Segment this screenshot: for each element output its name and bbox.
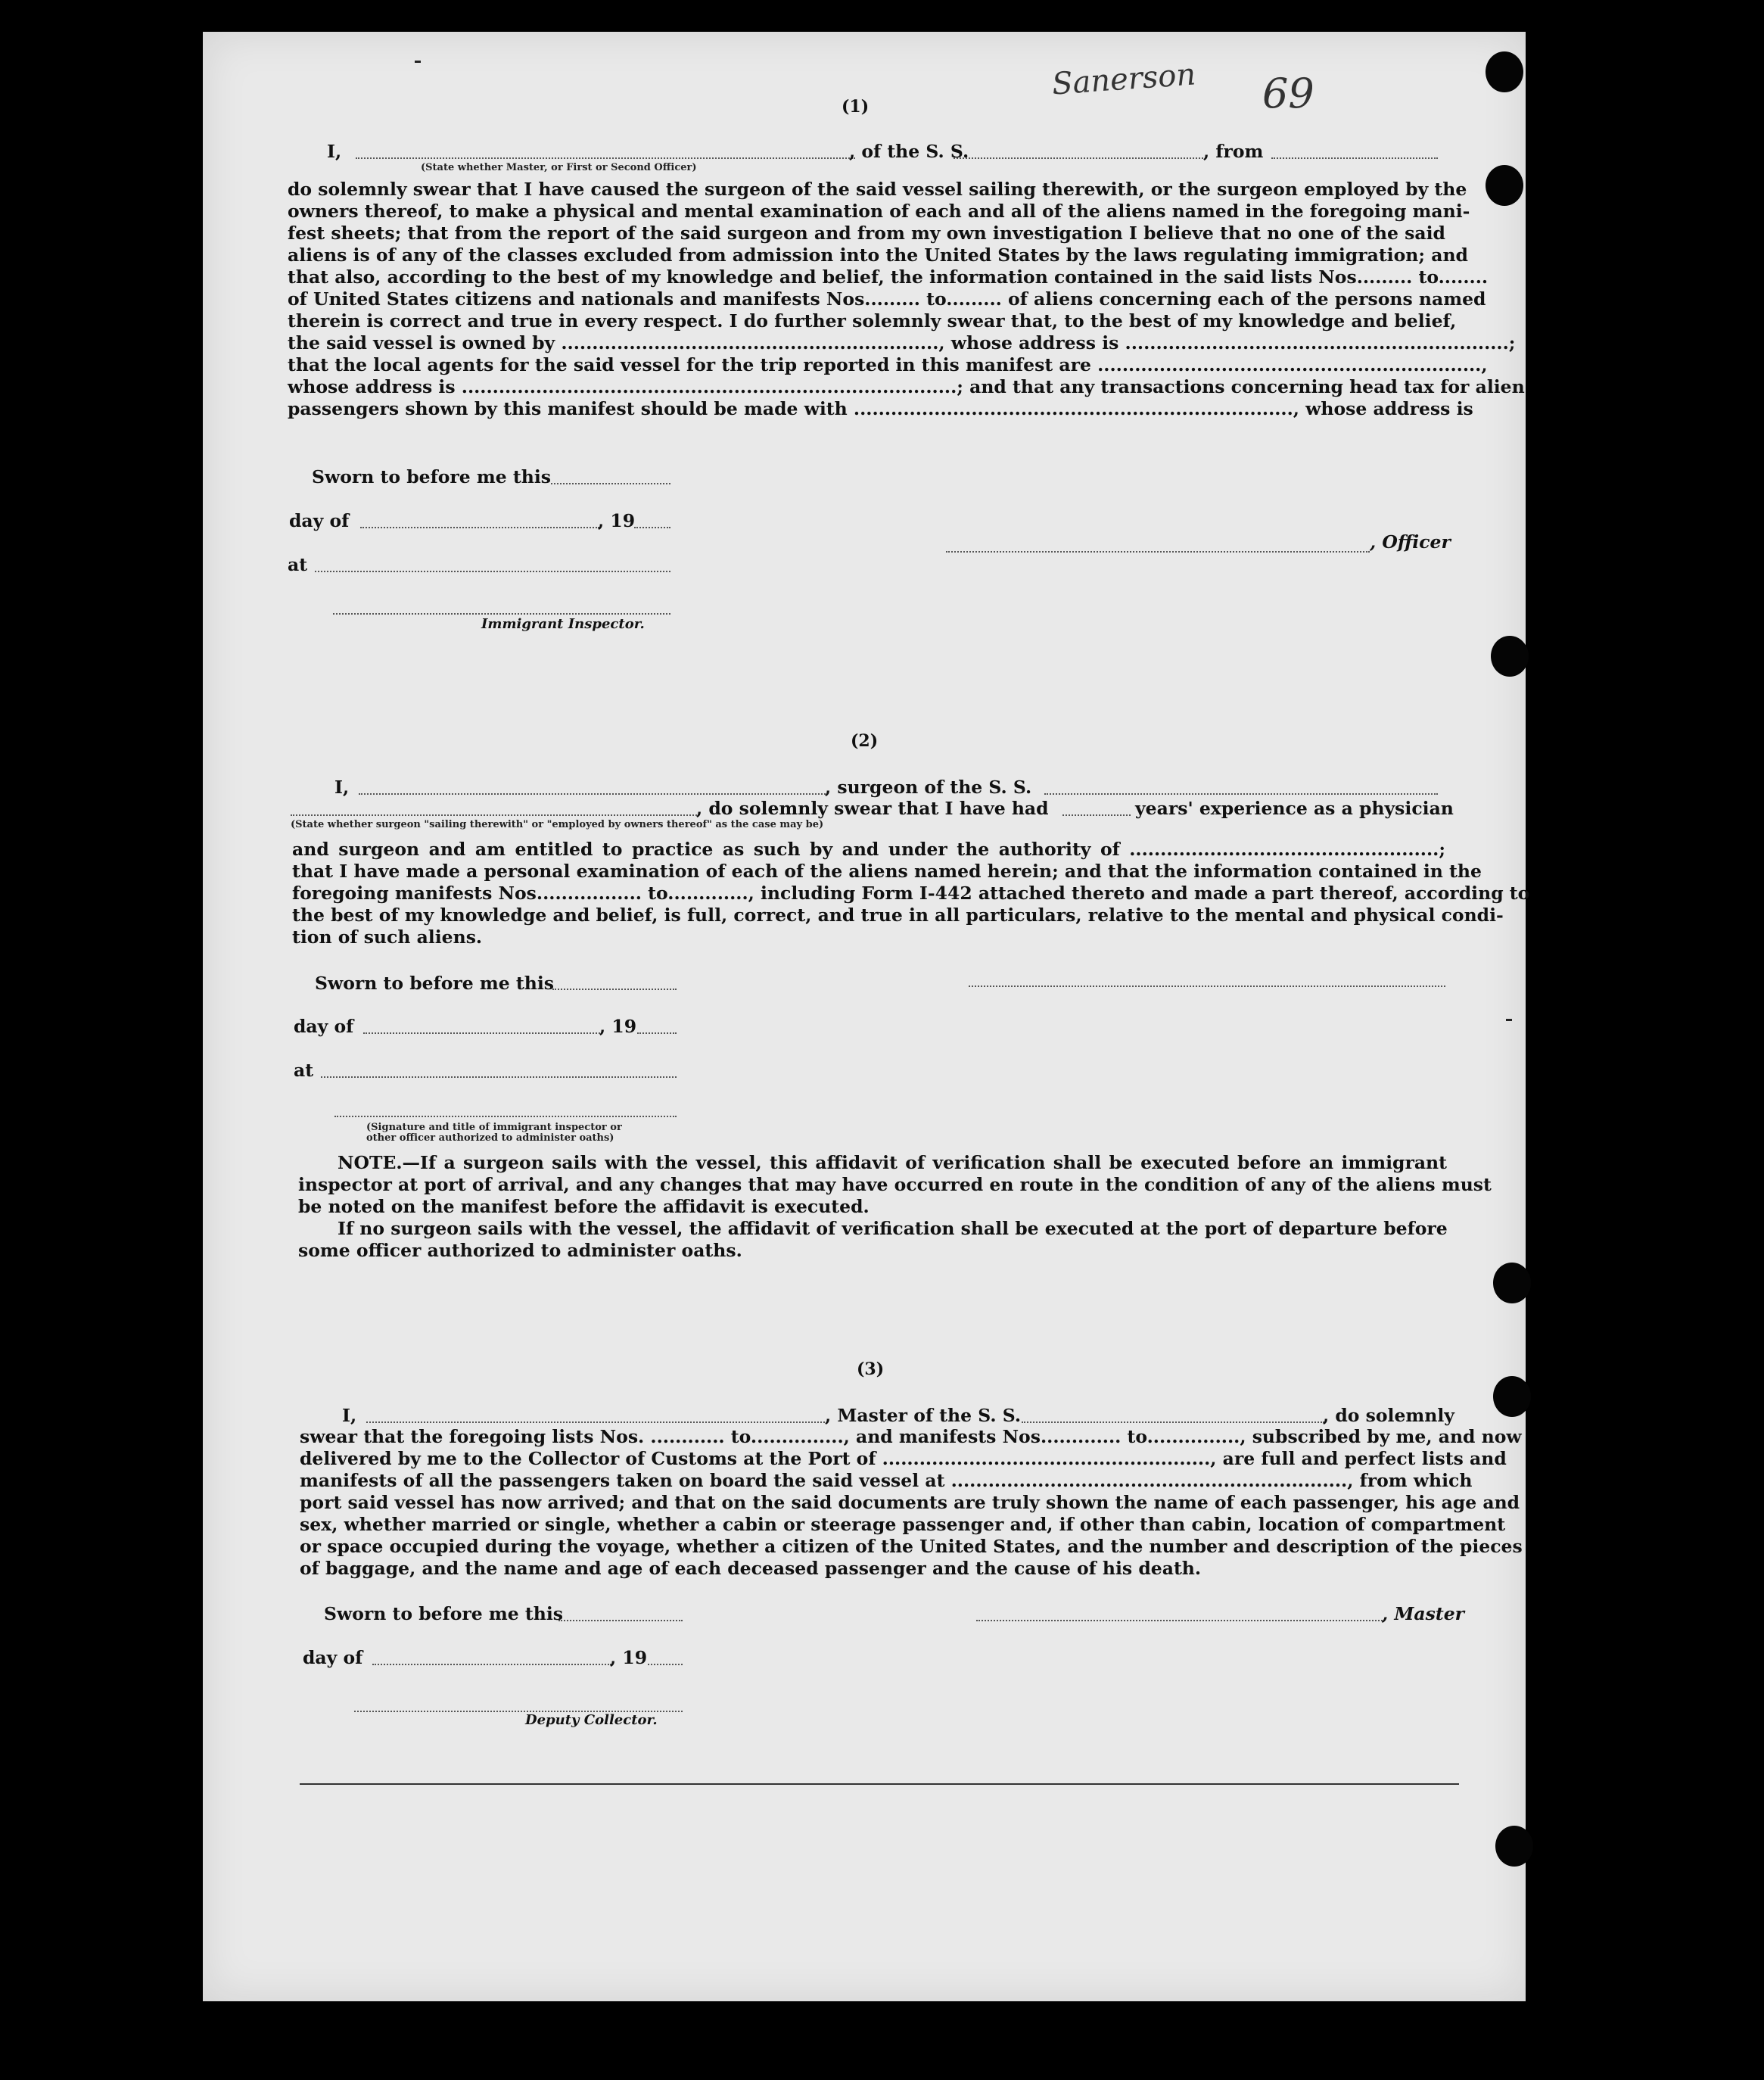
s2-surgeon-of: , surgeon of the S. S. — [825, 777, 1032, 798]
s3-ship-blank — [1022, 1421, 1324, 1423]
s2-at-blank — [321, 1076, 677, 1078]
s2-i: I, — [334, 777, 350, 798]
s3-sworn-blank — [558, 1620, 683, 1621]
punch-hole — [1486, 51, 1523, 92]
s1-inspector-blank — [333, 613, 670, 615]
s2-year: , 19 — [599, 1016, 637, 1037]
section-2-number: (2) — [851, 731, 879, 751]
s3-i: I, — [342, 1405, 357, 1426]
s3-deputy: Deputy Collector. — [525, 1712, 658, 1728]
s1-inspector: Immigrant Inspector. — [481, 616, 645, 632]
s1-ship-blank — [954, 157, 1203, 159]
margin-note: Sanerson — [1050, 57, 1197, 102]
bottom-rule — [300, 1783, 1459, 1785]
s1-at: at — [288, 554, 308, 575]
s3-sworn: Sworn to before me this — [324, 1603, 564, 1624]
s2-status-blank — [291, 814, 699, 816]
s1-officer: , Officer — [1370, 531, 1451, 553]
s2-sig-blank — [969, 986, 1445, 987]
s1-sworn-blank — [551, 483, 670, 484]
s2-day-blank — [363, 1032, 602, 1034]
punch-hole — [1493, 1263, 1531, 1303]
s1-sworn: Sworn to before me this — [312, 466, 552, 487]
s1-rank-blank — [356, 157, 855, 159]
page-number: 69 — [1262, 70, 1314, 117]
stray-mark — [1506, 1019, 1512, 1021]
s3-day-blank — [372, 1664, 611, 1665]
section-1-number: (1) — [842, 97, 870, 117]
s2-name-blank — [359, 793, 828, 795]
s2-sworn-blank — [552, 989, 677, 990]
punch-hole — [1493, 1376, 1531, 1417]
s2-year-blank — [637, 1032, 677, 1034]
s3-body: swear that the foregoing lists Nos. ............ to..............., and manifests Nos............. to..............., subscribed by me, and now delivered by me to the Collector of Customs at the Port of ....................................................., are full and perfect lists and manifests of all the passengers taken on board the said vessel at ................................................................, from which port said vessel has now arrived; and that on the said documents are truly shown the name of each passenger, his age and sex, whether married or single, whether a cabin or steerage passenger and, if other than cabin, location of compartment or space occupied during the voyage, whether a citizen of the United States, and the number and description of the pieces of baggage, and the name and age of each deceased passenger and the cause of his death. — [300, 1426, 1523, 1579]
s3-name-blank — [366, 1421, 828, 1423]
punch-hole — [1491, 636, 1529, 677]
s2-swear: , do solemnly swear that I have had — [696, 798, 1049, 819]
s1-day-of: day of — [289, 510, 350, 531]
s3-solemnly: , do solemnly — [1323, 1405, 1454, 1426]
punch-hole — [1486, 165, 1523, 206]
punch-hole — [1495, 1826, 1533, 1867]
s1-year: , 19 — [598, 510, 636, 531]
s1-caption: (State whether Master, or First or Second Officer) — [421, 162, 697, 173]
s1-officer-blank — [946, 551, 1370, 553]
s3-master-of: , Master of the S. S. — [825, 1405, 1022, 1426]
s3-day-of: day of — [303, 1647, 363, 1668]
s2-sig-caption-1: (Signature and title of immigrant inspector or — [366, 1122, 622, 1133]
s2-day-of: day of — [294, 1016, 354, 1037]
s1-year-blank — [634, 527, 670, 528]
stray-mark — [415, 61, 421, 63]
s2-caption: (State whether surgeon "sailing therewith" or "employed by owners thereof" as the case may be) — [291, 819, 824, 830]
s3-year: , 19 — [610, 1647, 648, 1668]
s3-year-blank — [648, 1664, 683, 1665]
s1-of-ss: , of the S. S. — [849, 141, 969, 162]
s1-i: I, — [327, 141, 342, 162]
s2-sworn: Sworn to before me this — [315, 973, 555, 994]
s2-note: NOTE.—If a surgeon sails with the vessel, this affidavit of verification shall be executed before an immigrant inspector at port of arrival, and any changes that may have occurred en route in the condition of any of the aliens must be noted on the manifest before the affidavit is executed. If no surgeon sails with the vessel, the affidavit of verification shall be executed at the port of departure before some officer authorized to administer oaths. — [298, 1152, 1492, 1261]
s2-at: at — [294, 1060, 314, 1081]
s1-from: , from — [1203, 141, 1264, 162]
s2-signature-blank — [334, 1116, 677, 1117]
s2-ship-blank — [1044, 793, 1438, 795]
s3-master: , Master — [1382, 1603, 1465, 1624]
s2-sig-caption-2: other officer authorized to administer oaths) — [366, 1132, 614, 1144]
s1-from-blank — [1271, 157, 1438, 159]
s2-years: years' experience as a physician — [1135, 798, 1454, 819]
s1-body: do solemnly swear that I have caused the surgeon of the said vessel sailing therewith, or the surgeon employed by the owners thereof, to make a physical and mental examination of each and all of the aliens named in the foregoing mani- fest sheets; that from the report of the said surgeon and from my own investigation I believe that no one of the said aliens is of any of the classes excluded from admission into the United States by the laws regulating immigration; and that also, according to the best of my knowledge and belief, the information contained in the said lists Nos......... to........ of United States citizens and nationals and manifests Nos......... to......... of aliens concerning each of the persons named therein is correct and true in every respect. I do further solemnly swear that, to the best of my knowledge and belief, the said vessel is owned by ............................................................., whose address is ..............................................................; that the local agents for the said vessel for the trip reported in this manifest are .............................................................., whose address is ................................................................................; and that any transactions concerning head tax for alien passengers shown by this manifest should be made with ......................................................................., whose address is — [288, 179, 1525, 419]
section-3-number: (3) — [857, 1359, 885, 1379]
s1-day-blank — [360, 527, 599, 528]
s2-years-blank — [1062, 814, 1131, 816]
s3-master-blank — [976, 1620, 1385, 1621]
s2-body: and surgeon and am entitled to practice as such by and under the authority of ..................................................; that I have made a personal examination of each of the aliens named herein; and that the information contained in the foregoing manifests Nos................. to............., including Form I-442 attached thereto and made a part thereof, according to the best of my knowledge and belief, is full, correct, and true in all particulars, relative to the mental and physical condi- tion of such aliens. — [292, 839, 1530, 948]
s1-at-blank — [315, 571, 670, 572]
